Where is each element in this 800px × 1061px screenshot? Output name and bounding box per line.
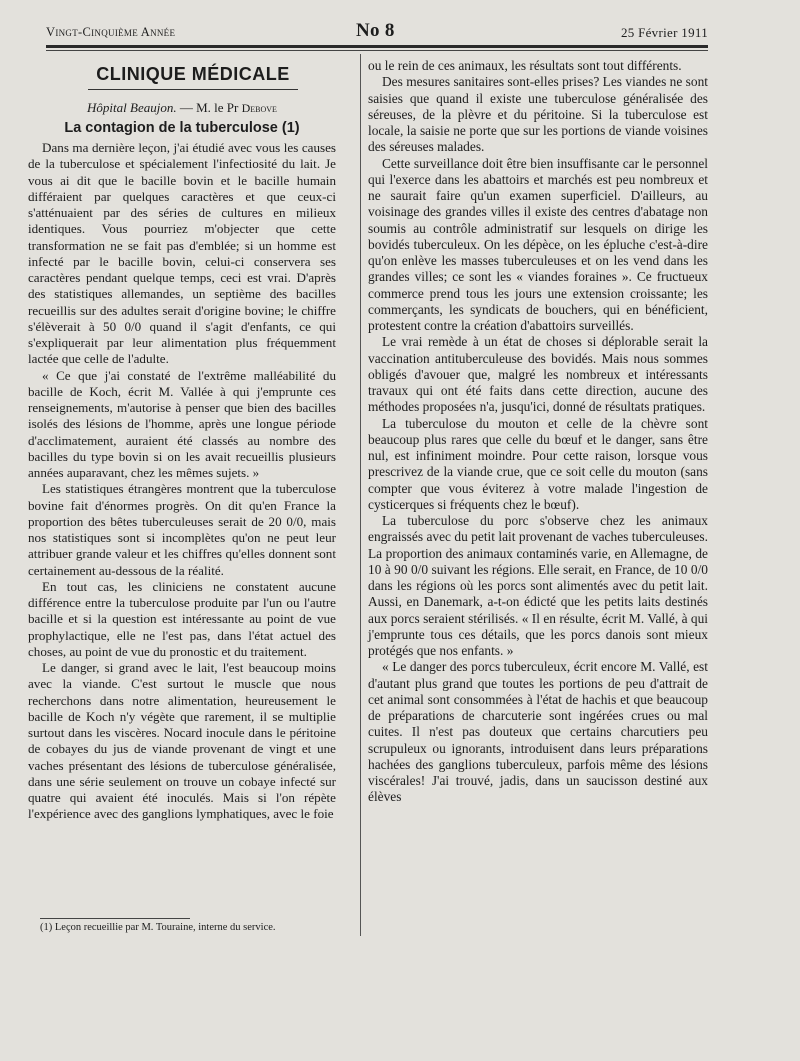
paragraph: La tuberculose du mouton et celle de la chèvre sont beaucoup plus rares que celle du bœuf et le danger, sans être nul, est infiniment moindre. Pour cette raison, lorsque vous prescrivez de la viande crue, que ce soit celle du mouton (sans compter que vous éviterez à votre malade l'ingestion de cysticerques si fréquents chez le bœuf). [368, 415, 708, 512]
column-divider [360, 54, 361, 936]
issue-number: No 8 [356, 20, 395, 41]
issue-date: 25 Février 1911 [620, 25, 708, 40]
header-rule-thin [46, 50, 708, 51]
paragraph: En tout cas, les cliniciens ne constatent aucune différence entre la tuberculose produite par l'un ou l'autre bacille et si la question est intéressante au point de vue prophylactique, elle ne l'est pas, dans l'état actuel des choses, au point de vue du pronostic et du traitement. [28, 578, 336, 659]
paragraph: « Le danger des porcs tuberculeux, écrit encore M. Vallé, est d'autant plus grand que toutes les portions de peu d'attrait de cet animal sont consommées à l'état de hachis et que beaucoup de préparations de charcuterie sont ingérées crues ou mal cuites. Il n'est pas douteux que certains charcutiers peu scrupuleux ou ignorants, introduisent dans leurs préparations hachées des ganglions tuberculeux, parfois même des lésions viscérales! J'ai trouvé, jadis, dans un saucisson destiné aux élèves [368, 659, 708, 805]
article-title: La contagion de la tuberculose (1) [64, 120, 300, 136]
paragraph: La tuberculose du porc s'observe chez les animaux engraissés avec du petit lait provenant de vaches tuberculeuses. La proportion des animaux contaminés varie, en Allemagne, de 10 à 90 0/0 suivant les régions. Elle serait, en France, de 10 0/0 dans les régions où les porcs sont alimentés avec du petit lait. Aussi, en Danemark, a-t-on édicté que les petits laits destinés aux porcs seraient stérilisés. « Il en résulte, écrit M. Vallé, à qui j'emprunte tous ces détails, que les porcs danois sont mieux protégés que nos enfants. » [368, 513, 708, 658]
author-name: Debove [241, 101, 277, 115]
section-title: CLINIQUE MÉDICALE [88, 64, 298, 90]
running-header [46, 20, 708, 42]
footnote: (1) Leçon recueillie par M. Touraine, interne du service. [40, 922, 276, 933]
paragraph: Cette surveillance doit être bien insuffisante car le personnel qui l'exerce dans les abattoirs et marchés est peu nombreux et ne saurait faire qu'un examen superficiel. D'ailleurs, au voisinage des grandes villes il existe des centres d'abatage non soumis au contrôle administratif sur lesquels on dirige les bovidés tuberculeux. On les dépèce, on les épluche c'est-à-dire qu'on enlève les masses tuberculeuses et on les vend dans les grandes villes; ce sont les « viandes foraines ». Ce fructueux commerce prend tous les jours une extension croissante; les commerçants, les syndicats de bouchers, qui en bénéficient, protestent contre la création d'abattoirs surveillés. [368, 155, 708, 333]
volume-label: Vingt-Cinquième Année [46, 25, 176, 39]
paragraph: Le danger, si grand avec le lait, l'est beaucoup moins avec la viande. C'est surtout le muscle que nous recherchons dans notre alimentation, heureusement le bacille de Koch n'y végète que rarement, il se multiplie surtout dans les viscères. Nocard inocule dans le péritoine de cobayes du jus de viande provenant de vingt et une vaches présentant des lésions de tuberculose généralisée, dans une série seulement on trouve un cobaye infecté sur quatre qui avaient été inoculés. Mais si l'on répète l'expérience avec des ganglions lymphatiques, avec le foie [28, 660, 336, 822]
byline [28, 100, 336, 116]
header-rule-thick [46, 45, 708, 48]
paragraph: Des mesures sanitaires sont-elles prises? Les viandes ne sont saisies que quand il existe une tuberculose généralisée des séreuses, de la plèvre et du péritoine. Si la tuberculose est locale, la saisie ne porte que sur les portions de viande voisines des séreuses malades. [368, 74, 708, 155]
left-column [28, 58, 336, 823]
right-column [368, 58, 708, 806]
hospital-name: Hôpital Beaujon. [87, 100, 177, 115]
paragraph: ou le rein de ces animaux, les résultats sont tout différents. [368, 58, 682, 73]
paragraph: « Ce que j'ai constaté de l'extrême malléabilité du bacille de Koch, écrit M. Vallée à qui j'emprunte ces renseignements, m'autorise à penser que bien des bacilles isolés des lésions de l'homme, après une longue période d'acclimatement, auraient été classés au nombre des bacilles du type bovin si on les avait recueillis plusieurs années auparavant, chez les mêmes sujets. » [28, 367, 336, 480]
paragraph: Le vrai remède à un état de choses si déplorable serait la vaccination antituberculeuse des bovidés. Mais nous sommes obligés d'avouer que, malgré les nombreux et intéressants travaux qui ont été faits dans cette direction, aucune des méthodes proposées n'a, jusqu'ici, donné de résultats pratiques. [368, 334, 708, 415]
paragraph: Dans ma dernière leçon, j'ai étudié avec vous les causes de la tuberculose et spécialement l'infectiosité du lait. Je vous ai dit que le bacille bovin et le bacille humain différaient par quelques caractères et que ceux-ci s'atténuaient par des séries de cultures en milieux identiques. Vous pourriez m'objecter que cette transformation ne se fait pas d'emblée; si un homme est infecté par le bacille bovin, celui-ci conservera ses caractères pendant quelque temps, ceci est vrai. D'après des statistiques allemandes, un septième des bacilles recueillis sur des adultes serait d'origine bovine; le chiffre s'élèverait à 50 0/0 quand il s'agit d'enfants, ce qui s'expliquerait par leur alimentation plus fréquemment lactée que celle de l'adulte. [28, 140, 336, 367]
byline-dash: — M. le Pr [176, 100, 242, 115]
paragraph: Les statistiques étrangères montrent que la tuberculose bovine fait d'énormes progrès. On dit qu'en France la proportion des bêtes tuberculeuses serait de 20 0/0, mais nos statistiques sont si incomplètes qu'on ne peut leur attribuer grande valeur et les chiffres qu'elles donnent sont certainement au-dessous de la réalité. [28, 481, 336, 578]
footnote-rule [40, 918, 190, 919]
